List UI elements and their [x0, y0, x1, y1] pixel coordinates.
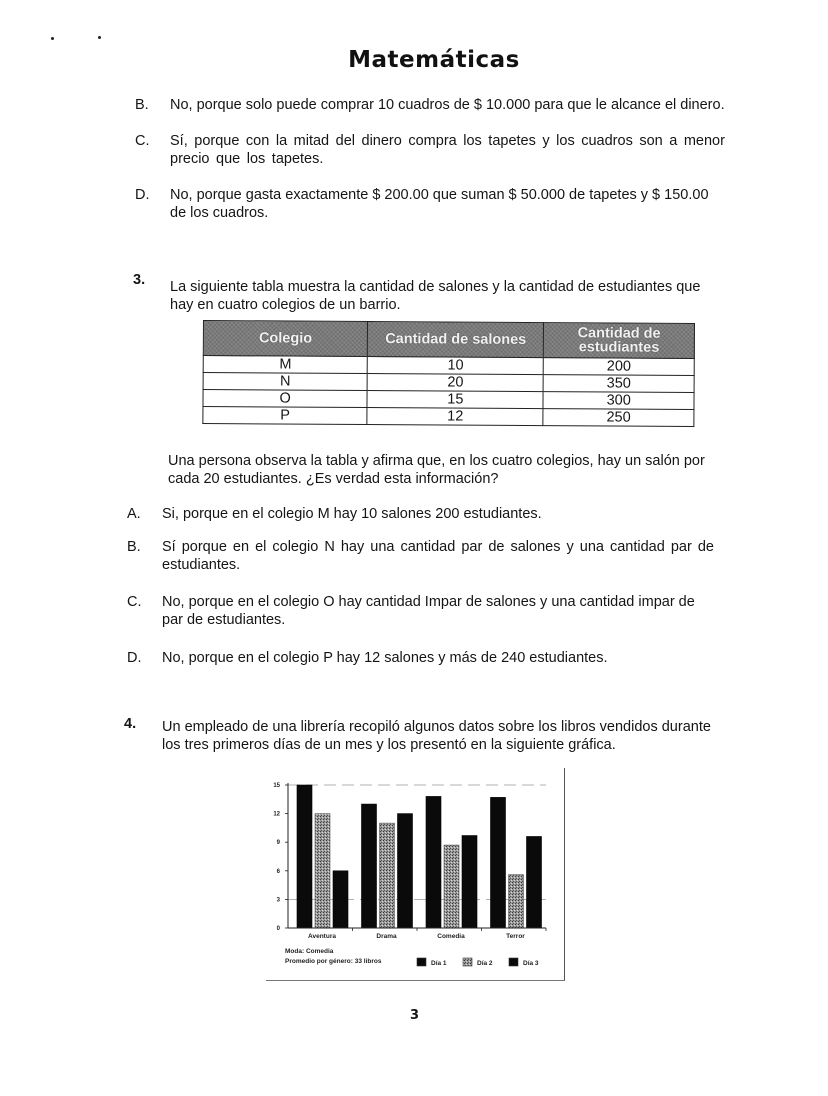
x-category-label: Drama [376, 933, 397, 940]
bar-comedia-1 [426, 796, 441, 928]
y-tick-label: 15 [273, 783, 280, 789]
question-prompt-line: cada 20 estudiantes. ¿Es verdad esta información? [168, 471, 499, 487]
bar-terror-2 [509, 875, 524, 928]
legend-swatch-dia-2 [463, 958, 472, 966]
y-tick-label: 12 [273, 811, 280, 818]
table-cell: 200 [544, 358, 695, 376]
option-line: par de estudiantes. [162, 612, 286, 628]
option-text [162, 538, 714, 574]
bar-terror-1 [491, 797, 506, 928]
table-cell: 300 [543, 392, 694, 410]
question-prompt [168, 452, 728, 488]
table-cell: 20 [367, 374, 543, 392]
option-line: No, porque gasta exactamente $ 200.00 que suman $ 50.000 de tapetes y $ 150.00 [170, 187, 709, 203]
table-cell: O [203, 390, 367, 408]
option-text [162, 593, 695, 629]
column-header: Colegio [203, 321, 368, 357]
scan-speck [98, 36, 101, 39]
option-text [170, 132, 725, 168]
option-letter: D. [127, 650, 142, 666]
bar-aventura-2 [315, 814, 330, 928]
table-header-row [203, 321, 694, 359]
chart-annotation: Promedio por género: 33 libros [285, 958, 382, 965]
table-cell: 15 [367, 391, 543, 409]
option-letter: D. [135, 187, 150, 203]
question-number: 4. [124, 716, 137, 732]
legend-label: Día 1 [431, 960, 447, 967]
bar-chart-svg [266, 768, 564, 980]
option-letter: B. [135, 97, 149, 113]
question-prompt-line: Una persona observa la tabla y afirma que, en los cuatro colegios, hay un salón por [168, 453, 705, 469]
schools-table [202, 320, 695, 427]
scan-speck [51, 37, 54, 40]
option-line: precio que los tapetes. [170, 151, 324, 167]
option-line: Sí porque en el colegio N hay una cantidad par de salones y una cantidad par de [162, 539, 714, 555]
column-header: Cantidad de estudiantes [544, 323, 695, 359]
option-letter: C. [127, 594, 142, 610]
legend-label: Día 3 [523, 960, 539, 967]
option-line: estudiantes. [162, 557, 241, 573]
page-title: Matemáticas [348, 47, 520, 73]
option-text [170, 186, 709, 222]
table-cell: 250 [543, 409, 694, 427]
table-cell: M [203, 356, 367, 374]
option-line: No, porque en el colegio O hay cantidad Impar de salones y una cantidad impar de [162, 594, 695, 610]
option-line: Sí, porque con la mitad del dinero compra los tapetes y los cuadros son a menor [170, 133, 725, 149]
bar-terror-3 [527, 836, 542, 928]
option-text: No, porque solo puede comprar 10 cuadros de $ 10.000 para que le alcance el dinero. [170, 97, 725, 113]
option-text: No, porque en el colegio P hay 12 salones y más de 240 estudiantes. [162, 650, 608, 666]
legend-swatch-dia-1 [417, 958, 426, 966]
bar-aventura-1 [297, 785, 312, 928]
page-number: 3 [410, 1008, 420, 1023]
question-intro-line: La siguiente tabla muestra la cantidad de salones y la cantidad de estudiantes que [170, 279, 701, 295]
table-cell: 350 [543, 375, 694, 393]
option-text: Si, porque en el colegio M hay 10 salones 200 estudiantes. [162, 506, 542, 522]
column-header: Cantidad de salones [368, 322, 544, 358]
table-cell: 12 [367, 408, 543, 426]
question-intro-line: hay en cuatro colegios de un barrio. [170, 297, 401, 313]
chart-annotation: Moda: Comedia [285, 948, 334, 955]
bar-comedia-3 [462, 836, 477, 928]
bar-drama-3 [398, 814, 413, 928]
x-category-label: Comedia [437, 933, 465, 940]
y-tick-label: 6 [276, 868, 280, 875]
bar-drama-1 [362, 804, 377, 928]
question-intro-line: los tres primeros días de un mes y los presentó en la siguiente gráfica. [162, 737, 616, 753]
table-cell: 10 [368, 357, 544, 375]
y-tick-label: 9 [276, 840, 280, 847]
bar-drama-2 [380, 823, 395, 928]
y-tick-label: 3 [276, 897, 280, 904]
option-letter: C. [135, 133, 150, 149]
x-category-label: Terror [506, 933, 525, 940]
table-row [203, 407, 694, 427]
question-intro [170, 278, 730, 314]
option-letter: A. [127, 506, 141, 522]
x-category-label: Aventura [308, 933, 336, 940]
bar-comedia-2 [444, 845, 459, 928]
y-tick-label: 0 [276, 926, 280, 932]
bar-aventura-3 [333, 871, 348, 928]
books-sold-chart [266, 768, 565, 981]
table-cell: P [203, 407, 367, 425]
option-line: de los cuadros. [170, 205, 269, 221]
question-intro-line: Un empleado de una librería recopiló algunos datos sobre los libros vendidos durante [162, 719, 711, 735]
table-cell: N [203, 373, 367, 391]
question-number: 3. [133, 272, 146, 288]
legend-swatch-dia-3 [509, 958, 518, 966]
question-intro [162, 718, 732, 754]
legend-label: Día 2 [477, 960, 493, 967]
option-letter: B. [127, 539, 141, 555]
